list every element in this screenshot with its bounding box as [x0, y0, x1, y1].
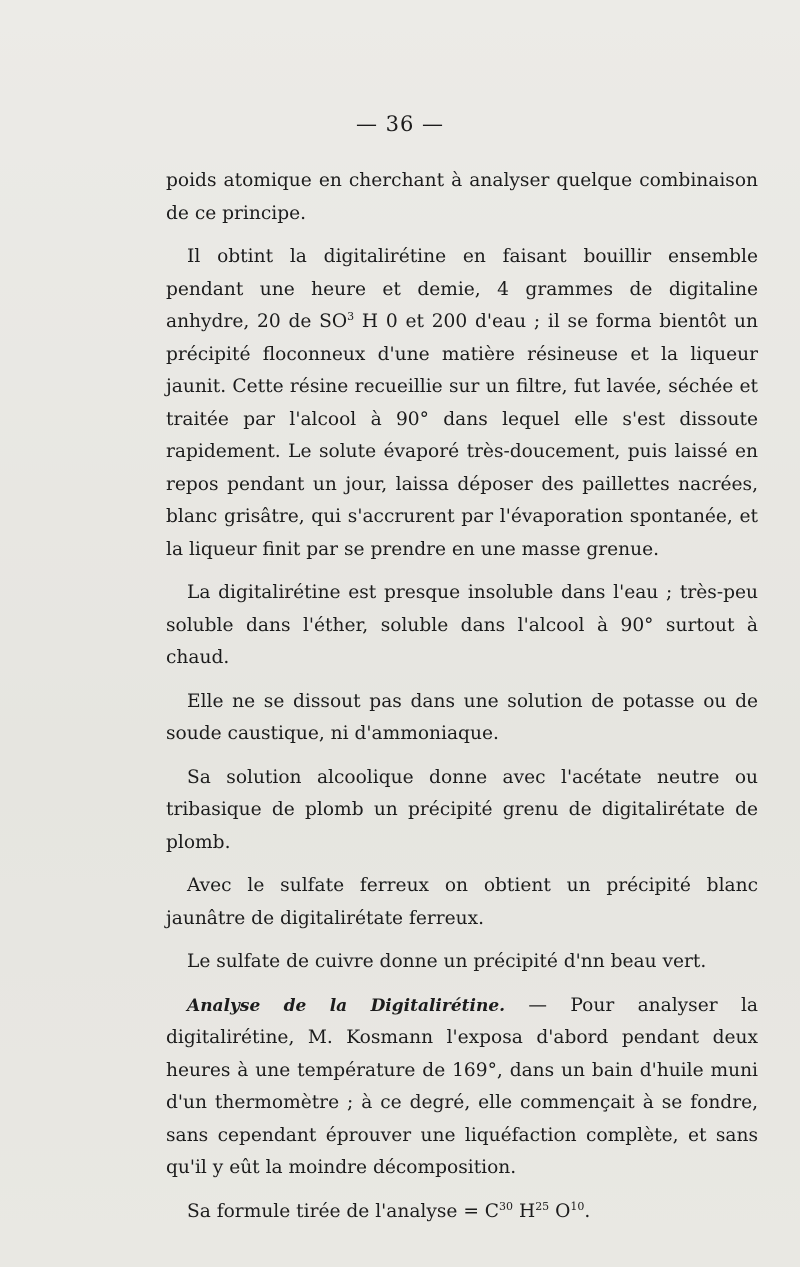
hydrogen-count: 25 [535, 1199, 550, 1213]
page-number: — 36 — [355, 112, 445, 136]
paragraph-preparation [166, 241, 758, 566]
body-text [166, 165, 758, 1239]
paragraph-lead-acetate: Sa solution alcoolique donne avec l'acétate neutre ou tribasique de plomb un précipité grenu de digitalirétate de plomb. [166, 766, 758, 853]
preparation-text-1: Il obtint la digitalirétine en faisant bouillir ensemble pendant une heure et demie, 4 grammes de digitaline anhydre, 20 de SO [166, 246, 758, 332]
paragraph-formula [166, 1196, 758, 1229]
oxygen-count: 10 [570, 1199, 585, 1213]
carbon-count: 30 [499, 1199, 514, 1213]
formula-o: O [549, 1200, 571, 1222]
preparation-text-2: H 0 et 200 d'eau ; il se forma bientôt un précipité floconneux d'une matière résineuse et la liqueur jaunit. Cette résine recueillie sur un filtre, fut lavée, séchée et traitée par l'alcool à 90° dans lequel elle s'est dissoute rapidement. Le solute évaporé très-doucement, puis laissé en repos pendant un jour, laissa déposer des paillettes nacrées, blanc grisâtre, qui s'accrurent par l'évaporation spontanée, et la liqueur finit par se prendre en une masse grenue. [166, 311, 758, 560]
paragraph-solubility: La digitalirétine est presque insoluble dans l'eau ; très-peu soluble dans l'éther, soluble dans l'alcool à 90° surtout à chaud. [166, 582, 758, 668]
paragraph-analysis [166, 990, 758, 1185]
paragraph-potash: Elle ne se dissout pas dans une solution de potasse ou de soude caustique, ni d'ammoniaque. [166, 690, 758, 744]
formula-h: H [513, 1200, 536, 1222]
formula-suffix: . [584, 1200, 591, 1222]
paragraph-ferrous-sulfate: Avec le sulfate ferreux on obtient un précipité blanc jaunâtre de digitalirétate ferreux. [166, 875, 758, 929]
analysis-heading: Analyse de la Digitalirétine. [187, 995, 506, 1016]
paragraph-continuation: poids atomique en cherchant à analyser quelque combinaison de ce principe. [166, 170, 758, 224]
paragraph-copper-sulfate: Le sulfate de cuivre donne un précipité d'nn beau vert. [187, 951, 707, 972]
analysis-text: — Pour analyser la digitalirétine, M. Kosmann l'exposa d'abord pendant deux heures à une température de 169°, dans un bain d'huile muni d'un thermomètre ; à ce degré, elle commençait à se fondre, sans cependant éprouver une liquéfaction complète, et sans qu'il y eût la moindre décomposition. [166, 994, 758, 1178]
sulfur-oxide-superscript: 3 [347, 310, 355, 323]
formula-prefix: Sa formule tirée de l'analyse = C [187, 1200, 500, 1222]
